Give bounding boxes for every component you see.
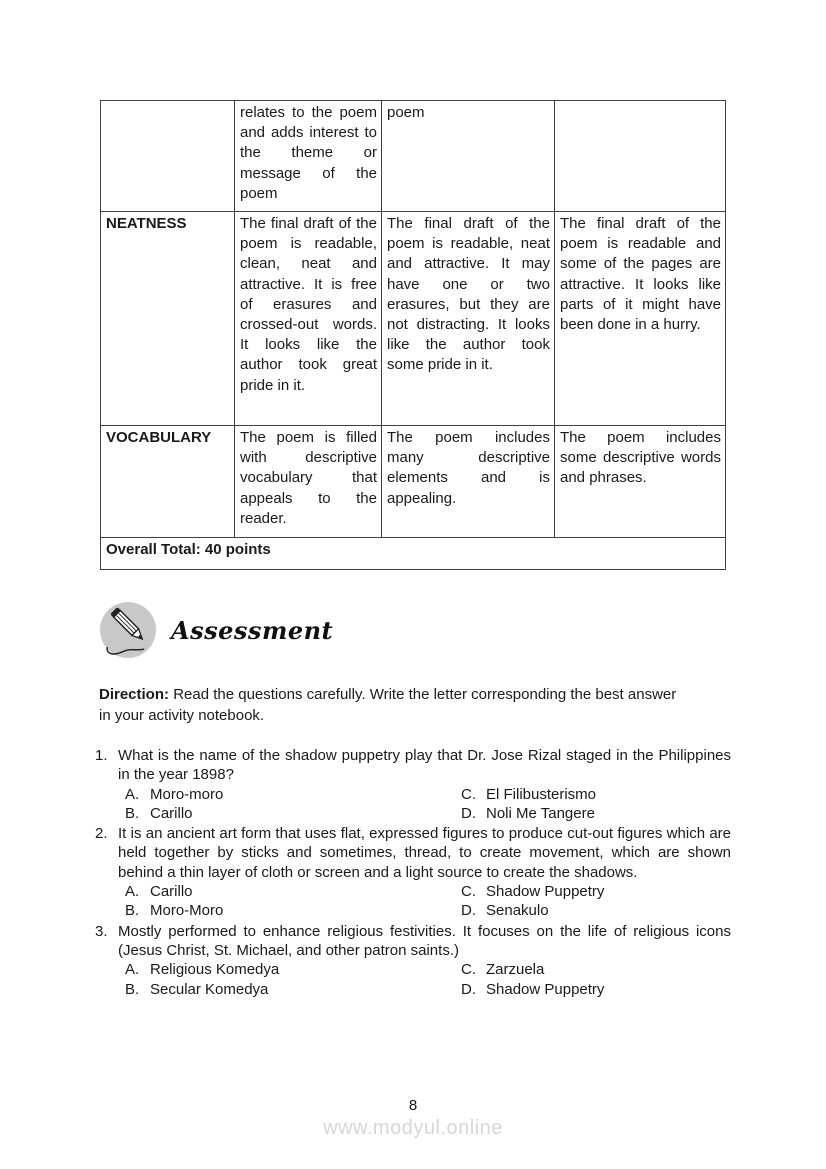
option-text: Carillo [150, 804, 193, 822]
assessment-header [100, 602, 333, 658]
option-label: C. [461, 961, 476, 979]
option-text: El Filibusterismo [486, 785, 597, 803]
option-text: Senakulo [486, 902, 549, 920]
rubric-table-container [100, 100, 726, 570]
option-label: D. [461, 980, 476, 998]
options-grid [118, 882, 731, 921]
option-text: Shadow Puppetry [486, 883, 605, 901]
option-label: A. [125, 961, 140, 979]
question-text: Mostly performed to enhance religious festivities. It focuses on the life of religious icons (Jesus Christ, St. Michael, and other patron saints.) [118, 922, 731, 959]
option-text: Noli Me Tangere [486, 804, 595, 822]
option-c [454, 785, 731, 804]
option-b [118, 980, 454, 999]
page-number: 8 [408, 1097, 418, 1114]
option-text: Moro-moro [150, 785, 224, 803]
option-label: B. [125, 980, 140, 998]
question-body [118, 746, 731, 823]
rubric-criteria-cell: VOCABULARY [101, 426, 235, 538]
option-b [118, 901, 454, 920]
option-label: A. [125, 883, 140, 901]
option-label: D. [461, 804, 476, 822]
question-1 [95, 746, 731, 823]
options-grid [118, 785, 731, 824]
option-label: B. [125, 804, 140, 822]
table-row-vocabulary [101, 426, 726, 538]
rubric-cell: The poem is filled with descriptive vocabulary that appeals to the reader. [235, 426, 382, 538]
rubric-cell [555, 101, 726, 212]
option-text: Secular Komedya [150, 980, 269, 998]
question-number: 3. [95, 922, 108, 940]
question-2 [95, 824, 731, 920]
rubric-table [100, 100, 726, 570]
assessment-title: Assessment [171, 615, 334, 645]
option-label: A. [125, 785, 140, 803]
direction-text [99, 684, 687, 726]
rubric-cell: The final draft of the poem is readable, clean, neat and attractive. It is free of erasures and crossed-out words. It looks like the author took great pride in it. [235, 212, 382, 426]
question-text: What is the name of the shadow puppetry play that Dr. Jose Rizal staged in the Philippines in the year 1898? [118, 747, 731, 784]
overall-total-cell: Overall Total: 40 points [101, 538, 726, 570]
table-row-neatness [101, 212, 726, 426]
option-a [118, 785, 454, 804]
rubric-criteria-cell [101, 101, 235, 212]
question-3 [95, 922, 731, 999]
option-c [454, 960, 731, 979]
rubric-cell: The final draft of the poem is readable, neat and attractive. It may have one or two erasures, but they are not distracting. It looks like the author took some pride in it. [382, 212, 555, 426]
option-text: Shadow Puppetry [486, 980, 605, 998]
direction-body: Read the questions carefully. Write the letter corresponding the best answer in your activity notebook. [99, 686, 677, 724]
question-number: 1. [95, 747, 108, 764]
option-label: C. [461, 785, 476, 803]
option-a [118, 882, 454, 901]
option-d [454, 804, 731, 823]
rubric-cell: poem [382, 101, 555, 212]
table-row [101, 101, 726, 212]
rubric-criteria-cell: NEATNESS [101, 212, 235, 426]
question-list [95, 746, 731, 1000]
question-body [118, 824, 731, 920]
option-label: D. [461, 902, 476, 920]
option-label: B. [125, 902, 140, 920]
rubric-cell: The poem includes many descriptive elements and is appealing. [382, 426, 555, 538]
option-a [118, 960, 454, 979]
option-d [454, 980, 731, 999]
direction-label: Direction: [99, 686, 170, 703]
question-text: It is an ancient art form that uses flat, expressed figures to produce cut-out figures which are held together by sticks and sometimes, thread, to create movement, which are shown behind a thin layer of cloth or screen and a light source to create the shadows. [118, 825, 731, 881]
options-grid [118, 960, 731, 999]
table-row-total [101, 538, 726, 570]
option-b [118, 804, 454, 823]
rubric-cell: The final draft of the poem is readable and some of the pages are attractive. It looks like parts of it might have been done in a hurry. [555, 212, 726, 426]
option-text: Moro-Moro [150, 902, 224, 920]
option-c [454, 882, 731, 901]
option-text: Carillo [150, 883, 193, 901]
option-text: Religious Komedya [150, 961, 280, 979]
question-body [118, 922, 731, 999]
option-label: C. [461, 883, 476, 901]
question-number: 2. [95, 825, 108, 843]
option-d [454, 901, 731, 920]
rubric-cell: The poem includes some descriptive words and phrases. [555, 426, 726, 538]
watermark: www.modyul.online [323, 1117, 503, 1139]
rubric-cell: relates to the poem and adds interest to the theme or message of the poem [235, 101, 382, 212]
pencil-icon [100, 602, 156, 658]
option-text: Zarzuela [486, 961, 545, 979]
